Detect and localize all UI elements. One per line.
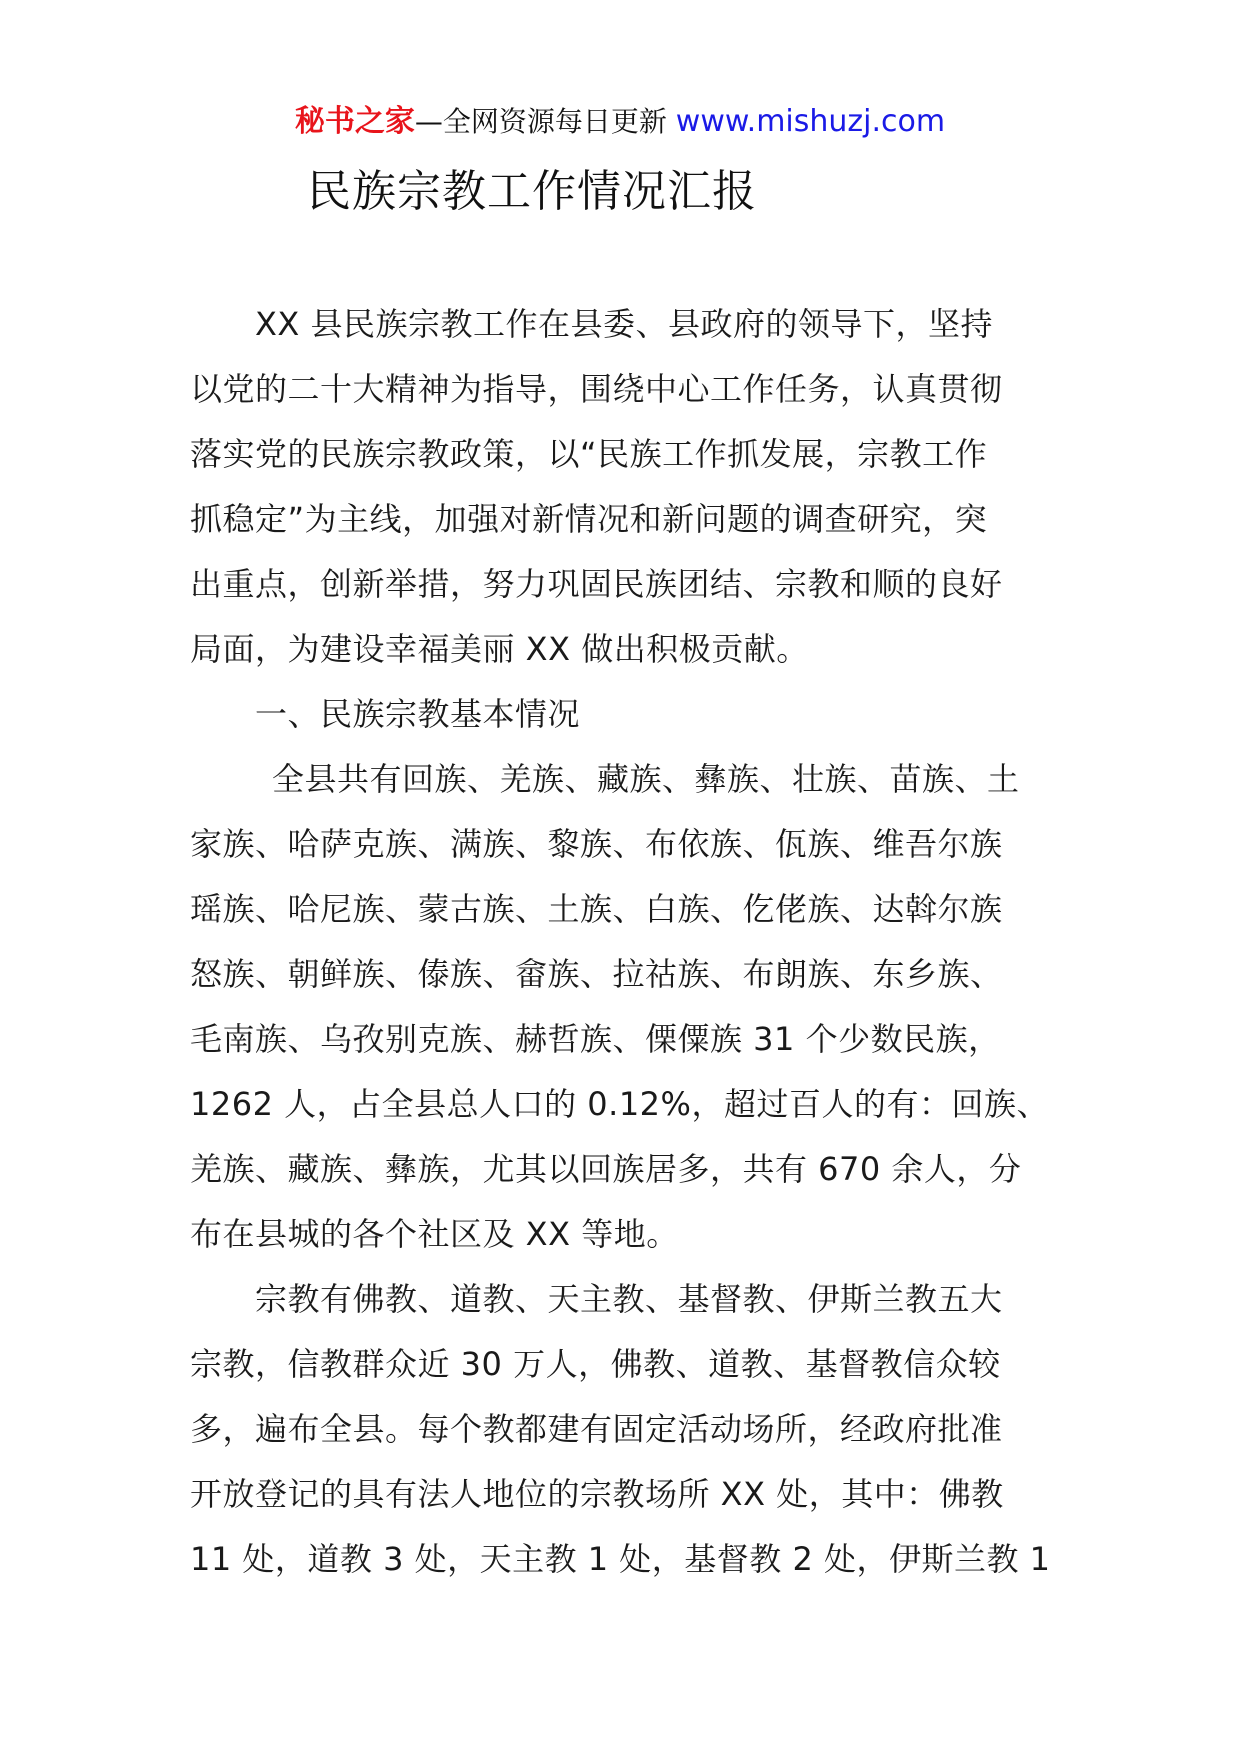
paragraph-line: 11 处，道教 3 处，天主教 1 处，基督教 2 处，伊斯兰教 1 <box>190 1540 1051 1578</box>
paragraph-line: 瑶族、哈尼族、蒙古族、土族、白族、仡佬族、达斡尔族 <box>190 890 1003 928</box>
paragraph-line: 局面，为建设幸福美丽 XX 做出积极贡献。 <box>190 630 809 668</box>
section-heading: 一、民族宗教基本情况 <box>255 695 581 733</box>
paragraph-line: 多，遍布全县。每个教都建有固定活动场所，经政府批准 <box>190 1410 1003 1448</box>
site-header <box>0 102 1240 142</box>
document-title: 民族宗教工作情况汇报 <box>307 166 757 217</box>
site-slogan: —全网资源每日更新 <box>414 105 676 138</box>
paragraph-line: 羌族、藏族、彝族，尤其以回族居多，共有 670 余人，分 <box>190 1150 1022 1188</box>
paragraph-line: 以党的二十大精神为指导，围绕中心工作任务，认真贯彻 <box>190 370 1003 408</box>
paragraph-line: 全县共有回族、羌族、藏族、彝族、壮族、苗族、土 <box>272 760 1020 798</box>
paragraph-line: 家族、哈萨克族、满族、黎族、布依族、佤族、维吾尔族 <box>190 825 1003 863</box>
site-url[interactable]: www.mishuzj.com <box>675 104 946 139</box>
paragraph-line: XX 县民族宗教工作在县委、县政府的领导下，坚持 <box>255 305 994 343</box>
paragraph-line: 开放登记的具有法人地位的宗教场所 XX 处，其中：佛教 <box>190 1475 1004 1513</box>
paragraph-line: 怒族、朝鲜族、傣族、畲族、拉祜族、布朗族、东乡族、 <box>190 955 1003 993</box>
site-name: 秘书之家 <box>294 104 415 139</box>
paragraph-line: 宗教，信教群众近 30 万人，佛教、道教、基督教信众较 <box>190 1345 1001 1383</box>
paragraph-line: 落实党的民族宗教政策，以“民族工作抓发展，宗教工作 <box>190 435 988 473</box>
paragraph-line: 抓稳定”为主线，加强对新情况和新问题的调查研究，突 <box>190 500 988 538</box>
paragraph-line: 毛南族、乌孜别克族、赫哲族、傈僳族 31 个少数民族， <box>190 1020 1001 1058</box>
paragraph-line: 布在县城的各个社区及 XX 等地。 <box>190 1215 679 1253</box>
paragraph-line: 1262 人，占全县总人口的 0.12%，超过百人的有：回族、 <box>190 1085 1049 1123</box>
paragraph-line: 出重点，创新举措，努力巩固民族团结、宗教和顺的良好 <box>190 565 1003 603</box>
paragraph-line: 宗教有佛教、道教、天主教、基督教、伊斯兰教五大 <box>255 1280 1003 1318</box>
